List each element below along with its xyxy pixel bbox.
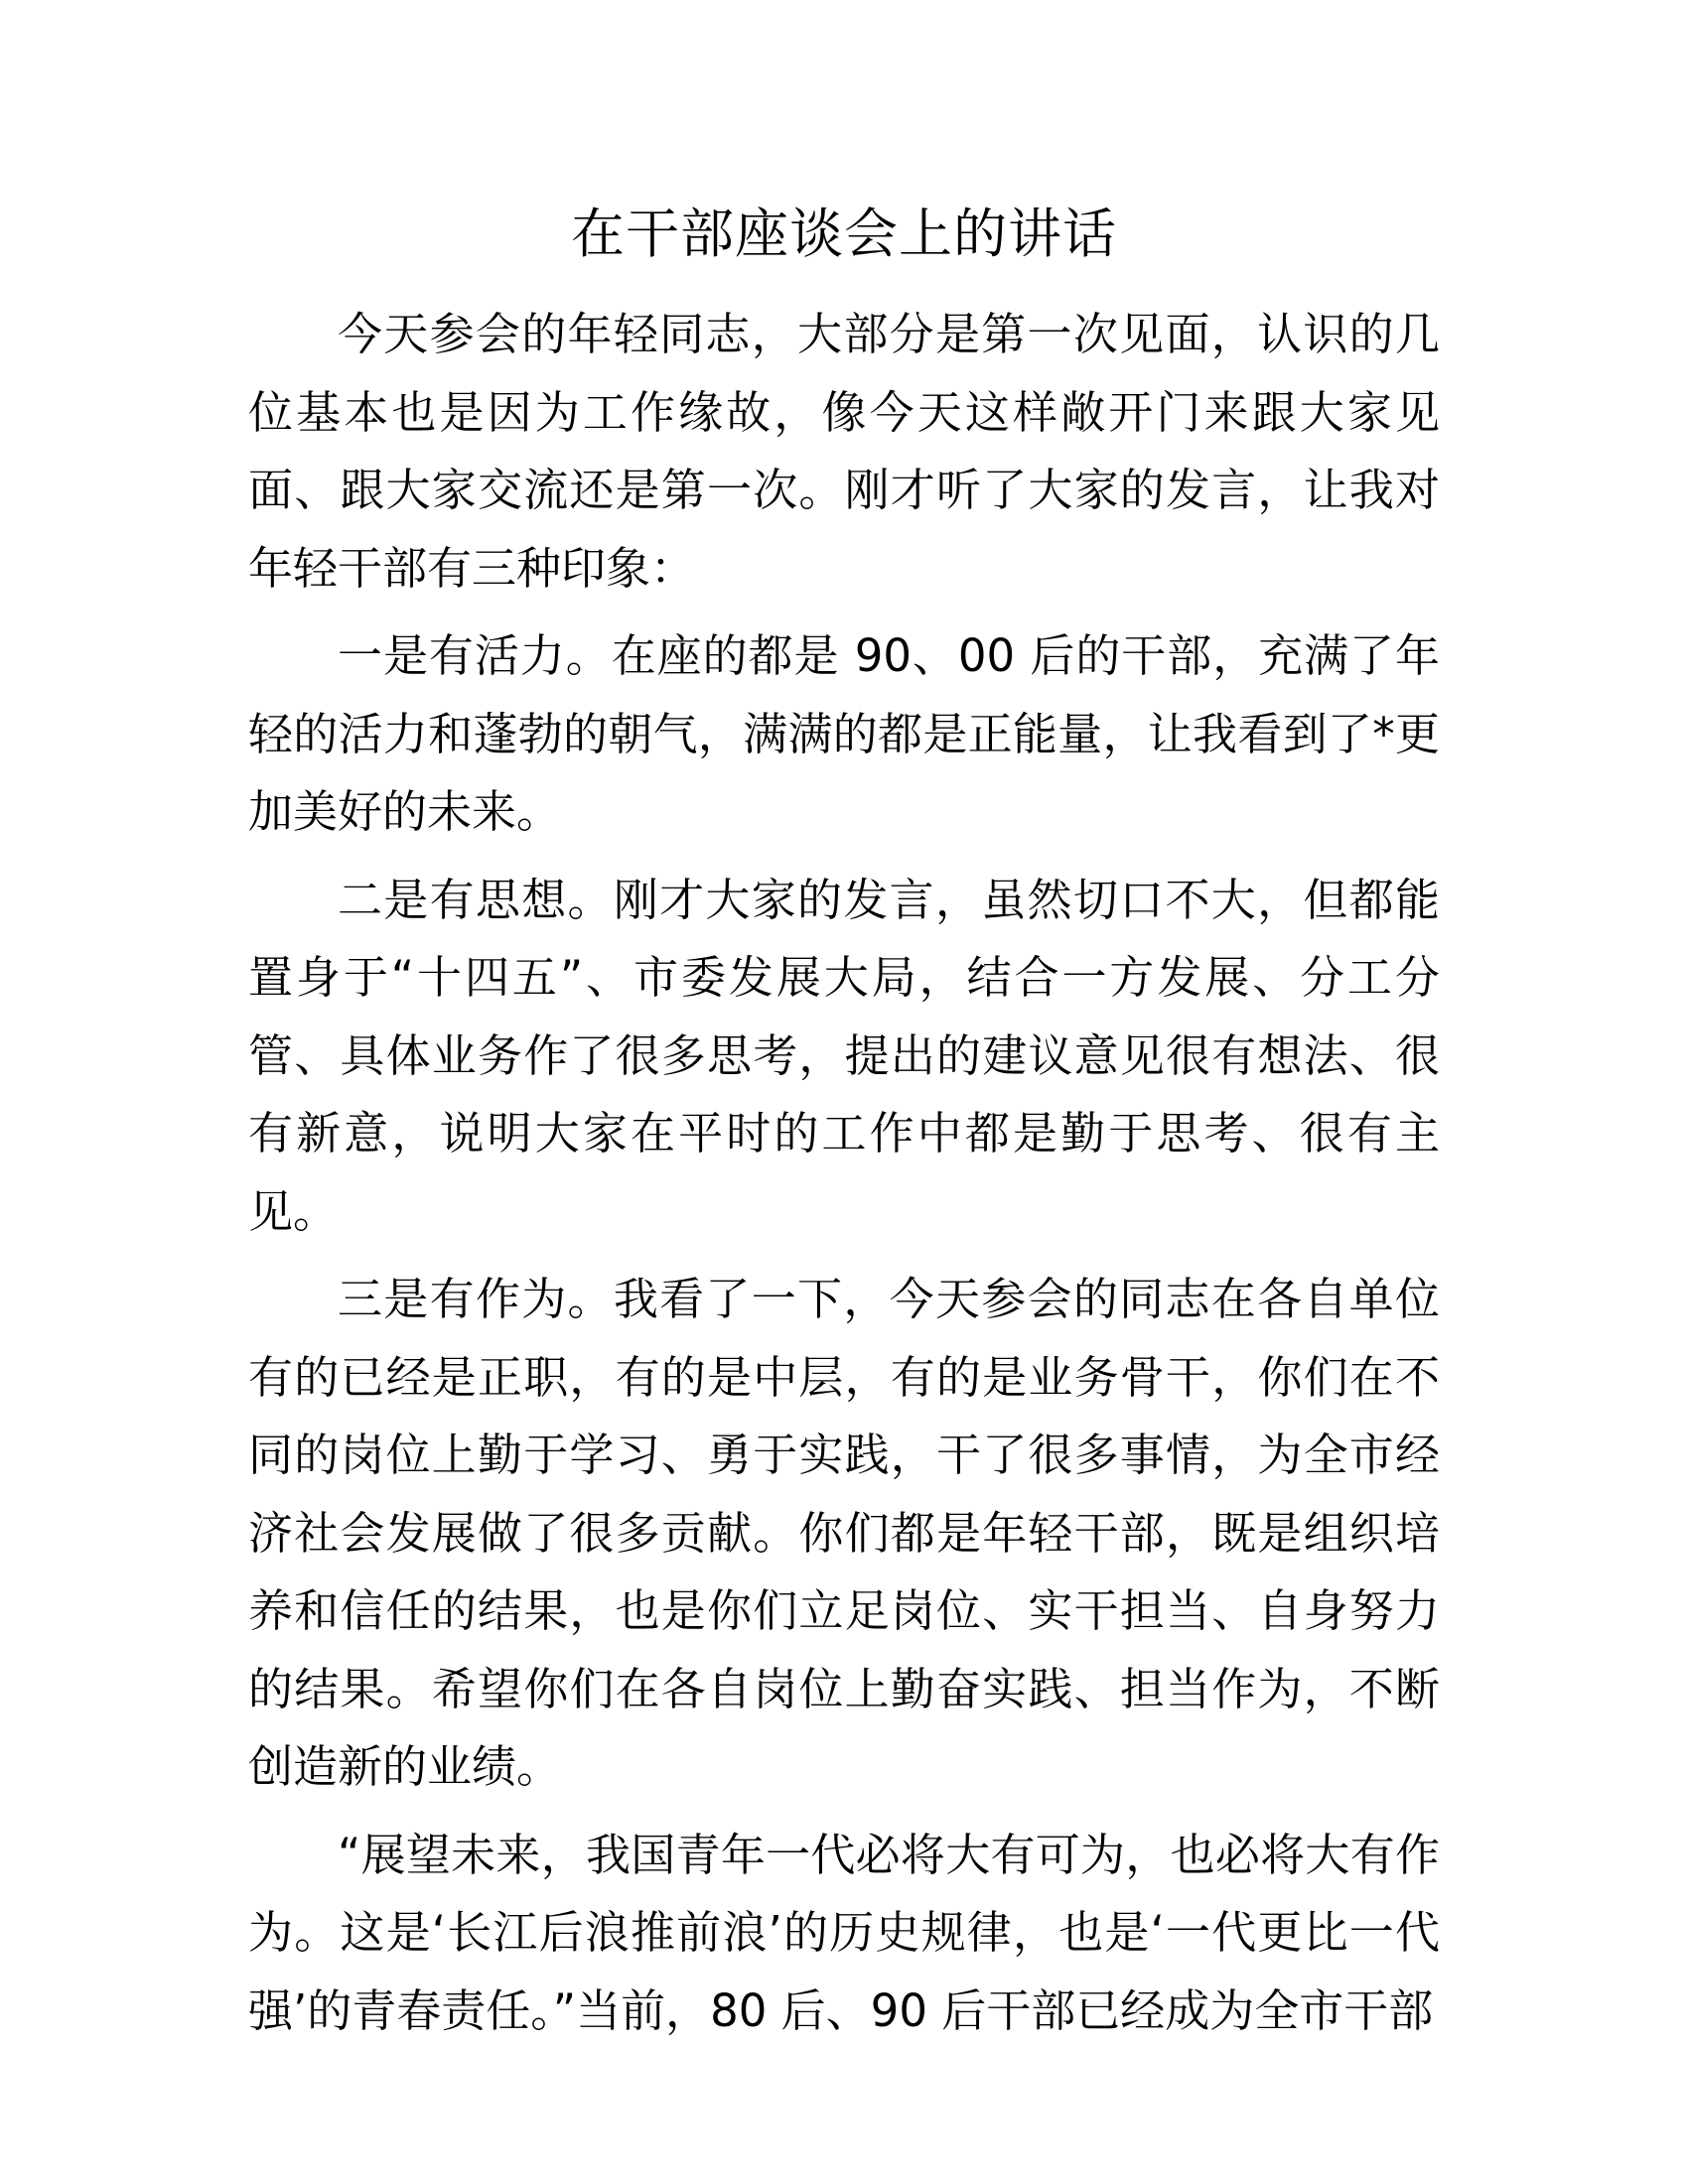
paragraph-intro: 今天参会的年轻同志，大部分是第一次见面，认识的几位基本也是因为工作缘故，像今天这样敞开门来跟大家见面、跟大家交流还是第一次。刚才听了大家的发言，让我对年轻干部有三种印象： bbox=[248, 308, 1440, 595]
paragraph-vitality: 一是有活力。在座的都是 90、00 后的干部，充满了年轻的活力和蓬勃的朝气，满满的都是正能量，让我看到了*更加美好的未来。 bbox=[248, 629, 1440, 838]
paragraph-thought: 二是有思想。刚才大家的发言，虽然切口不大，但都能置身于“十四五”、市委发展大局，结合一方发展、分工分管、具体业务作了很多思考，提出的建议意见很有想法、很有新意，说明大家在平时的工作中都是勤于思考、很有主见。 bbox=[248, 873, 1440, 1238]
document-body bbox=[248, 296, 1440, 2050]
paragraph-outlook: “展望未来，我国青年一代必将大有可为，也必将大有作为。这是‘长江后浪推前浪’的历史规律，也是‘一代更比一代强’的青春责任。”当前，80 后、90 后干部已经成为全市干部 bbox=[248, 1828, 1440, 2037]
paragraph-action: 三是有作为。我看了一下，今天参会的同志在各自单位有的已经是正职，有的是中层，有的是业务骨干，你们在不同的岗位上勤于学习、勇于实践，干了很多事情，为全市经济社会发展做了很多贡献。你们都是年轻干部，既是组织培养和信任的结果，也是你们立足岗位、实干担当、自身努力的结果。希望你们在各自岗位上勤奋实践、担当作为，不断创造新的业绩。 bbox=[248, 1273, 1440, 1793]
document-title: 在干部座谈会上的讲话 bbox=[571, 203, 1117, 265]
